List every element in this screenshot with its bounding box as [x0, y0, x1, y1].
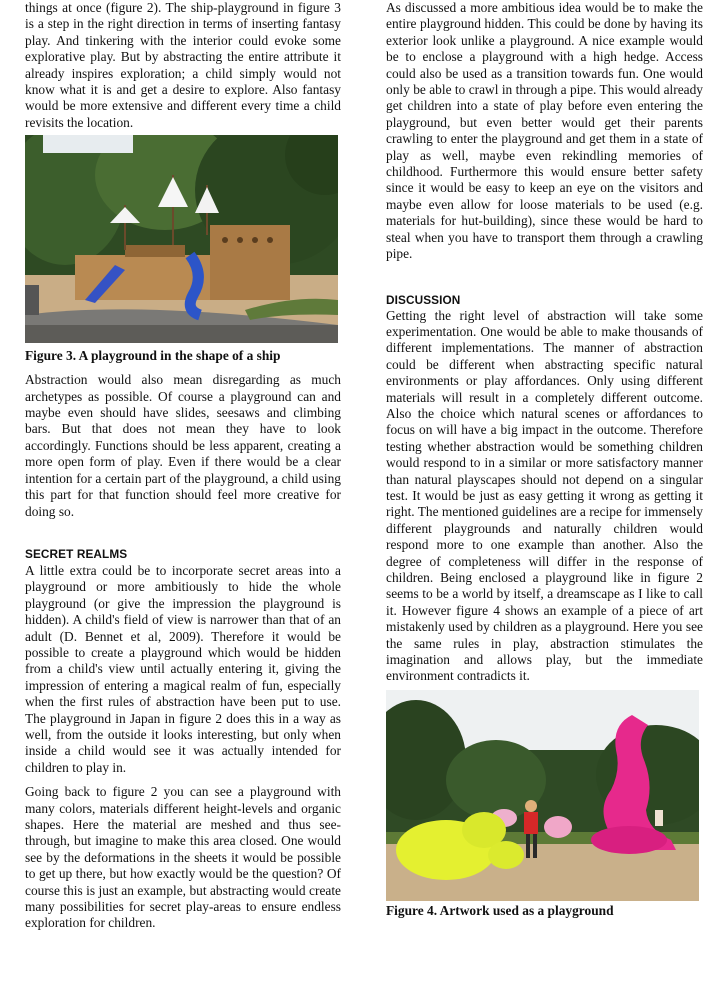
ship-playground-photo	[25, 135, 338, 343]
right-column	[386, 0, 703, 919]
left-column	[25, 0, 341, 932]
figure4-caption: Figure 4. Artwork used as a playground	[386, 902, 614, 918]
figure3-caption: Figure 3. A playground in the shape of a ship	[25, 348, 281, 364]
secret-realms-paragraph-2: Going back to figure 2 you can see a playground with many colors, materials different height-levels and organic shapes. Here the material are meshed and thus see-through, but imagine to make this area closed. One would see by the deformations in the sheets it would be possible to get up there, but how exactly would be the question? Of course this is just an example, but abstracting would create many possibilities for secret play-areas to ensure endless exploration for children.	[25, 784, 341, 931]
ship-playground-illustration	[25, 135, 338, 343]
intro-paragraph: things at once (figure 2). The ship-playground in figure 3 is a step in the right direction in terms of inserting fantasy play. And tinkering with the interior could evoke some explorative play. But by abstracting the entire attribute it already inspires exploration; a child simply would not know what it is and get a desire to explore. Also fantasy would be more extensive and different every time a child revisits the location.	[25, 0, 341, 130]
ambitious-paragraph: As discussed a more ambitious idea would be to make the entire playground hidden. This could be done by having its exterior look unlike a playground. A nice example would be to enclose a playground with a high hedge. Access could also be used as a transition towards fun. One would only be able to crawl in through a pipe. This would already get children into a state of play before even entering the playground, but even better would get their parents crawling to enter the playground and get them in a state of play as well, maybe even rekindling memories of childhood. Furthermore this would ensure better safety since it would be easy to keep an eye on the visitors and maybe even allow for loose materials to be used (e.g. materials for hut-building), since these would be hard to steal when you have to transport them through a crawling pipe.	[386, 0, 703, 262]
artwork-playground-illustration	[386, 690, 699, 901]
artwork-playground-photo	[386, 690, 699, 901]
section-heading-secret-realms: SECRET REALMS	[25, 546, 128, 561]
abstraction-paragraph: Abstraction would also mean disregarding as much archetypes as possible. Of course a playground can and maybe even should have slides, seesaws and climbing bars. But that does not mean they have to look accordingly. Functions should be less apparent, creating a more open form of play. Even if there would be a clear intention for a certain part of the playground, a child using this part for that function should feel more creative for doing so.	[25, 372, 341, 519]
discussion-paragraph: Getting the right level of abstraction will take some experimentation. One would be able to make thousands of different implementations. The manner of abstraction could be different when abstracting specific natural environments or play affordances. Only using different materials will result in a completely different outcome. Also the choice which natural scenes or affordances to focus on will have a big impact in the outcome. Therefore testing whether abstraction would be something children would respond to in a similar or more satisfactory manner than natural playscapes should not depend on a singular test. It would be just as easy getting it wrong as getting it right. The mentioned guidelines are a recipe for immensely different playgrounds and naturally children would respond more to one example than another. Also the degree of completeness will differ in the response of children. Being enclosed a playground like in figure 2 seems to be a world by itself, a dreamscape as I like to call it. However figure 4 shows an example of a piece of art mistakenly used by children as a playground. Here you see the same rules in play, abstraction stimulates the imagination and allows play, but the immediate environment contradicts it.	[386, 307, 703, 684]
section-heading-discussion: DISCUSSION	[386, 292, 461, 307]
secret-realms-paragraph-1: A little extra could be to incorporate secret areas into a playground or more ambitiously to hide the whole playground (or give the impression the playground is hidden). A child's field of view is narrower than that of an adult (D. Bennet et al, 2009). Therefore it would be possible to create a playground which would be hidden from a child's view until actually entering it, giving the impression of entering a magical realm of fun, especially when the first rules of abstraction have been put to use. The playground in Japan in figure 2 does this in a way as well, from the outside it looks interesting, but only when inside a child would see it was actually intended for children to play in.	[25, 562, 341, 775]
